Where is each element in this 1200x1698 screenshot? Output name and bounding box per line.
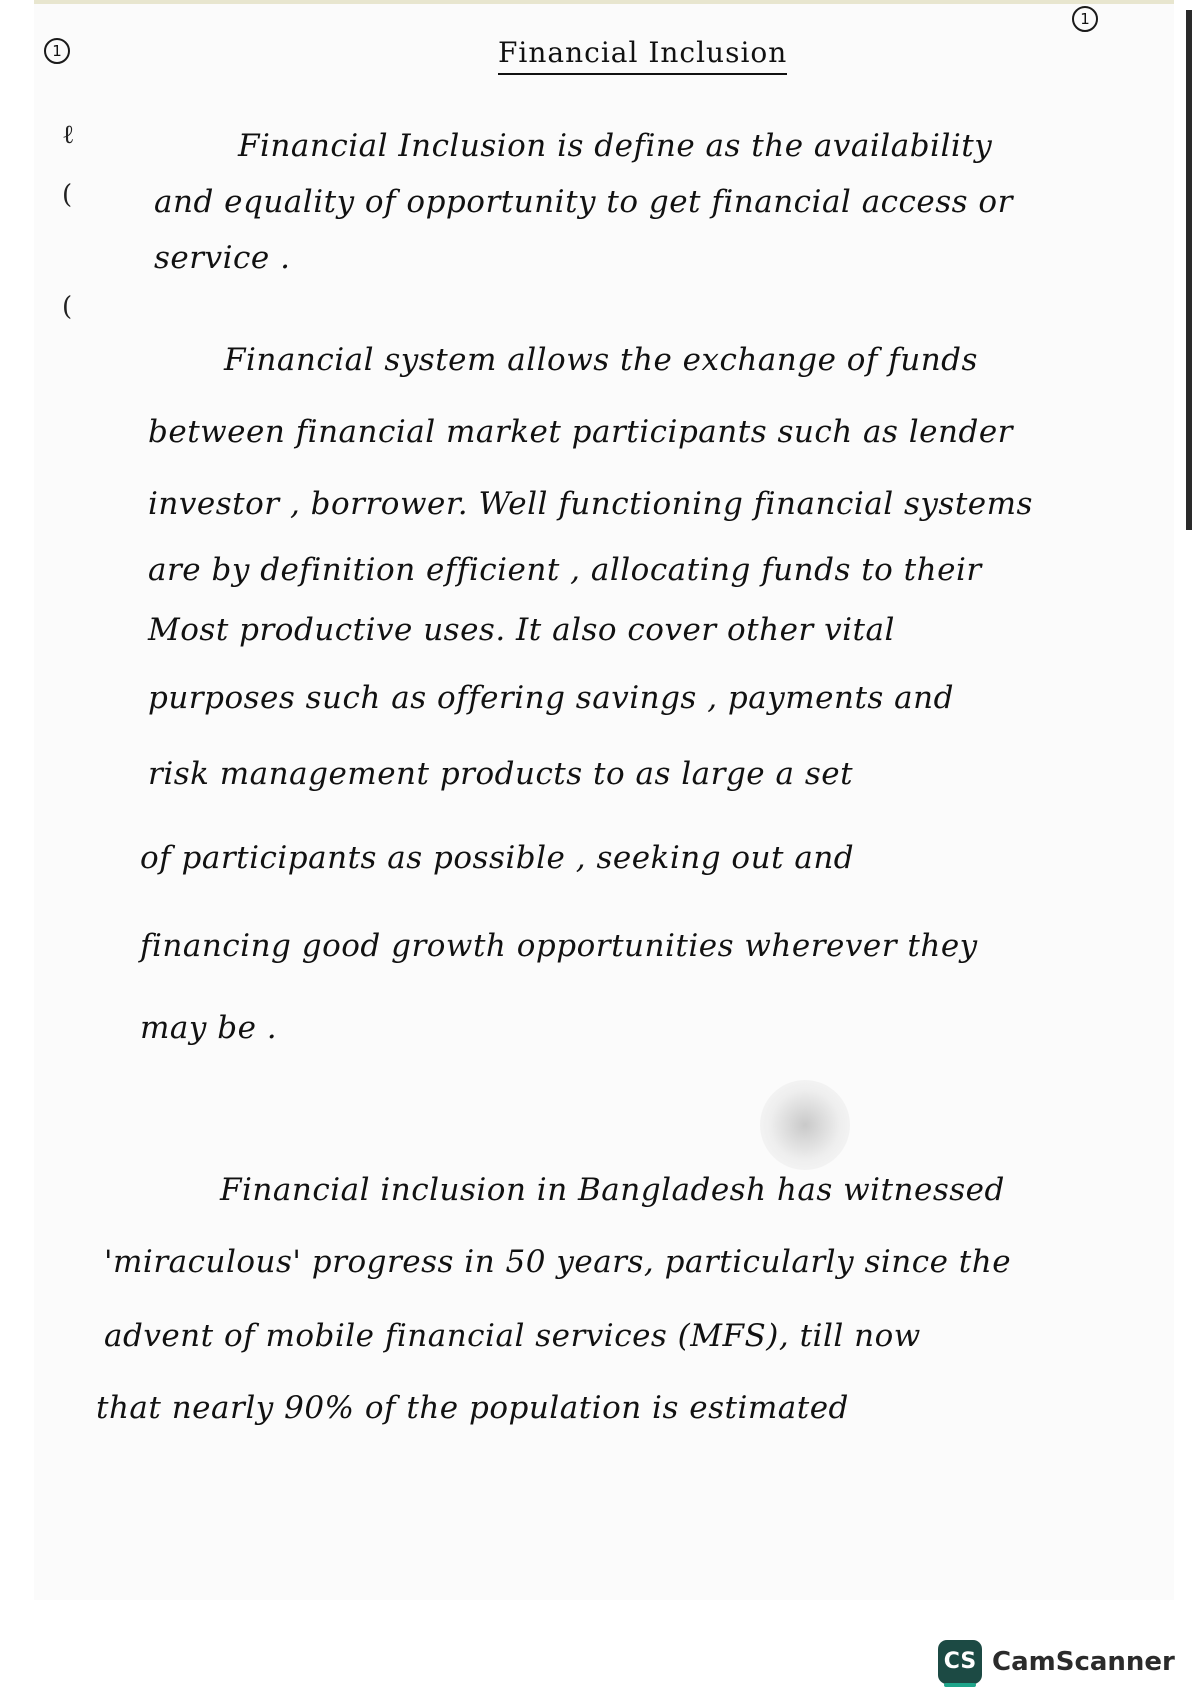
notebook-margin-rule xyxy=(1186,10,1192,530)
margin-mark: ℓ xyxy=(62,120,75,150)
text-line: of participants as possible , seeking out and xyxy=(140,840,855,876)
page-number-left: 1 xyxy=(44,38,70,64)
text-line: 'miraculous' progress in 50 years, particularly since the xyxy=(104,1244,1012,1280)
camscanner-brand-text: CamScanner xyxy=(992,1647,1175,1677)
text-line: between financial market participants such as lender xyxy=(148,414,1013,450)
text-line: that nearly 90% of the population is estimated xyxy=(96,1390,849,1426)
margin-mark: ( xyxy=(62,292,73,322)
scan-smudge xyxy=(760,1080,850,1170)
text-line: and equality of opportunity to get financial access or xyxy=(154,184,1013,220)
text-line: are by definition efficient , allocating funds to their xyxy=(148,552,982,588)
text-line: may be . xyxy=(140,1010,278,1046)
text-line: advent of mobile financial services (MFS), till now xyxy=(104,1318,921,1354)
margin-mark: ( xyxy=(62,180,73,210)
camscanner-watermark xyxy=(938,1640,1175,1684)
text-line: purposes such as offering savings , payments and xyxy=(148,680,954,716)
page-top-edge xyxy=(34,0,1174,4)
text-line: service . xyxy=(154,240,291,276)
text-line: Financial Inclusion is define as the availability xyxy=(238,128,993,164)
text-line: risk management products to as large a set xyxy=(148,756,854,792)
page-number-right: 1 xyxy=(1072,6,1098,32)
camscanner-logo-icon: CS xyxy=(938,1640,982,1684)
page-title: Financial Inclusion xyxy=(498,36,787,75)
text-line: Financial inclusion in Bangladesh has witnessed xyxy=(220,1172,1005,1208)
text-line: Most productive uses. It also cover other vital xyxy=(148,612,895,648)
text-line: investor , borrower. Well functioning financial systems xyxy=(148,486,1033,522)
text-line: Financial system allows the exchange of funds xyxy=(224,342,978,378)
text-line: financing good growth opportunities wherever they xyxy=(140,928,978,964)
